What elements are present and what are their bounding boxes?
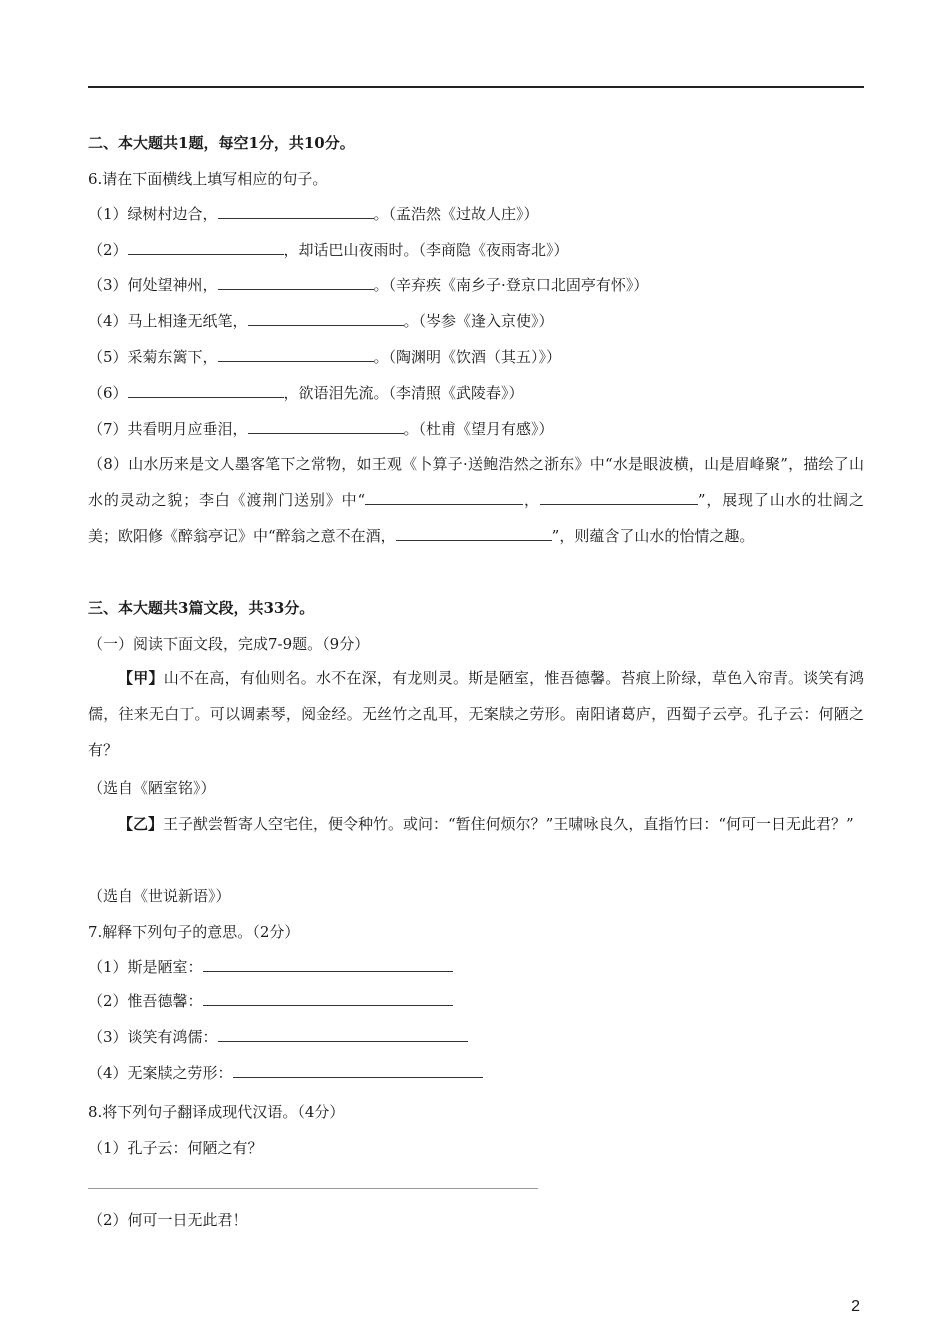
passage-yi: 【乙】王子猷尝暂寄人空宅住，便令种竹。或问：“暂住何烦尔？”王啸咏良久，直指竹曰：“何可一日无此君？” <box>118 815 854 833</box>
q8-item-1: （1）孔子云：何陋之有？ <box>88 1139 263 1157</box>
section3-heading: 三、本大题共3篇文段，共33分。 <box>88 599 315 617</box>
answer-blank[interactable] <box>540 490 698 505</box>
q8-prompt: 8.将下列句子翻译成现代汉语。（4分） <box>88 1103 345 1121</box>
q7-item-1: （1）斯是陋室： <box>88 957 453 977</box>
answer-blank[interactable] <box>396 526 552 541</box>
q6-item-6: （6） ，欲语泪先流。（李清照《武陵春》） <box>88 384 524 402</box>
answer-line[interactable] <box>233 1063 483 1078</box>
q6-item-7: （7）共看明月应垂泪， 。（杜甫《望月有感》） <box>88 420 554 438</box>
q7-item-4: （4）无案牍之劳形： <box>88 1063 483 1083</box>
q8-item-2: （2）何可一日无此君！ <box>88 1211 248 1229</box>
q7-item-3: （3）谈笑有鸿儒： <box>88 1027 468 1047</box>
header-rule <box>88 86 864 88</box>
answer-blank[interactable] <box>218 204 374 219</box>
q8-answer-line[interactable] <box>88 1188 538 1189</box>
q7-item-2: （2）惟吾德馨： <box>88 991 453 1011</box>
q6-item-1: （1）绿树村边合， 。（孟浩然《过故人庄》） <box>88 205 539 223</box>
answer-blank[interactable] <box>218 347 374 362</box>
answer-blank[interactable] <box>128 240 284 255</box>
answer-blank[interactable] <box>128 383 284 398</box>
answer-blank[interactable] <box>248 311 404 326</box>
passage-jia: 【甲】山不在高，有仙则名。水不在深，有龙则灵。斯是陋室，惟吾德馨。苔痕上阶绿，草色入帘青。谈笑有鸿儒，往来无白丁。可以调素琴，阅金经。无丝竹之乱耳，无案牍之劳形。南阳诸葛庐，西蜀子云亭。孔子云：何陋之有？ <box>88 669 864 759</box>
page-number: 2 <box>851 1298 860 1315</box>
answer-blank[interactable] <box>365 490 523 505</box>
q6-item-8: （8）山水历来是文人墨客笔下之常物，如王观《卜算子·送鲍浩然之浙东》中“水是眼波横，山是眉峰聚”，描绘了山水的灵动之貌；李白《渡荆门送别》中“ ， ”，展现了山水的壮阔之美；欧阳修《醉翁亭记》中“醉翁之意不在酒， ”，则蕴含了山水的怡情之趣。 <box>88 455 864 545</box>
passage-jia-source: （选自《陋室铭》） <box>88 779 216 797</box>
answer-line[interactable] <box>218 1027 468 1042</box>
answer-blank[interactable] <box>248 419 404 434</box>
answer-blank[interactable] <box>218 275 374 290</box>
q6-item-2: （2） ，却话巴山夜雨时。（李商隐《夜雨寄北》） <box>88 241 569 259</box>
answer-line[interactable] <box>203 957 453 972</box>
answer-line[interactable] <box>203 991 453 1006</box>
q6-item-4: （4）马上相逢无纸笔， 。（岑参《逢入京使》） <box>88 312 554 330</box>
part1-instruction: （一）阅读下面文段，完成7-9题。（9分） <box>88 635 370 653</box>
q7-prompt: 7.解释下列句子的意思。（2分） <box>88 923 300 941</box>
q6-item-5: （5）采菊东篱下， 。（陶渊明《饮酒（其五）》） <box>88 348 562 366</box>
section2-heading: 二、本大题共1题，每空1分，共10分。 <box>88 134 355 152</box>
q6-item-3: （3）何处望神州， 。（辛弃疾《南乡子·登京口北固亭有怀》） <box>88 276 649 294</box>
q6-prompt: 6.请在下面横线上填写相应的句子。 <box>88 170 328 188</box>
passage-yi-source: （选自《世说新语》） <box>88 887 231 905</box>
